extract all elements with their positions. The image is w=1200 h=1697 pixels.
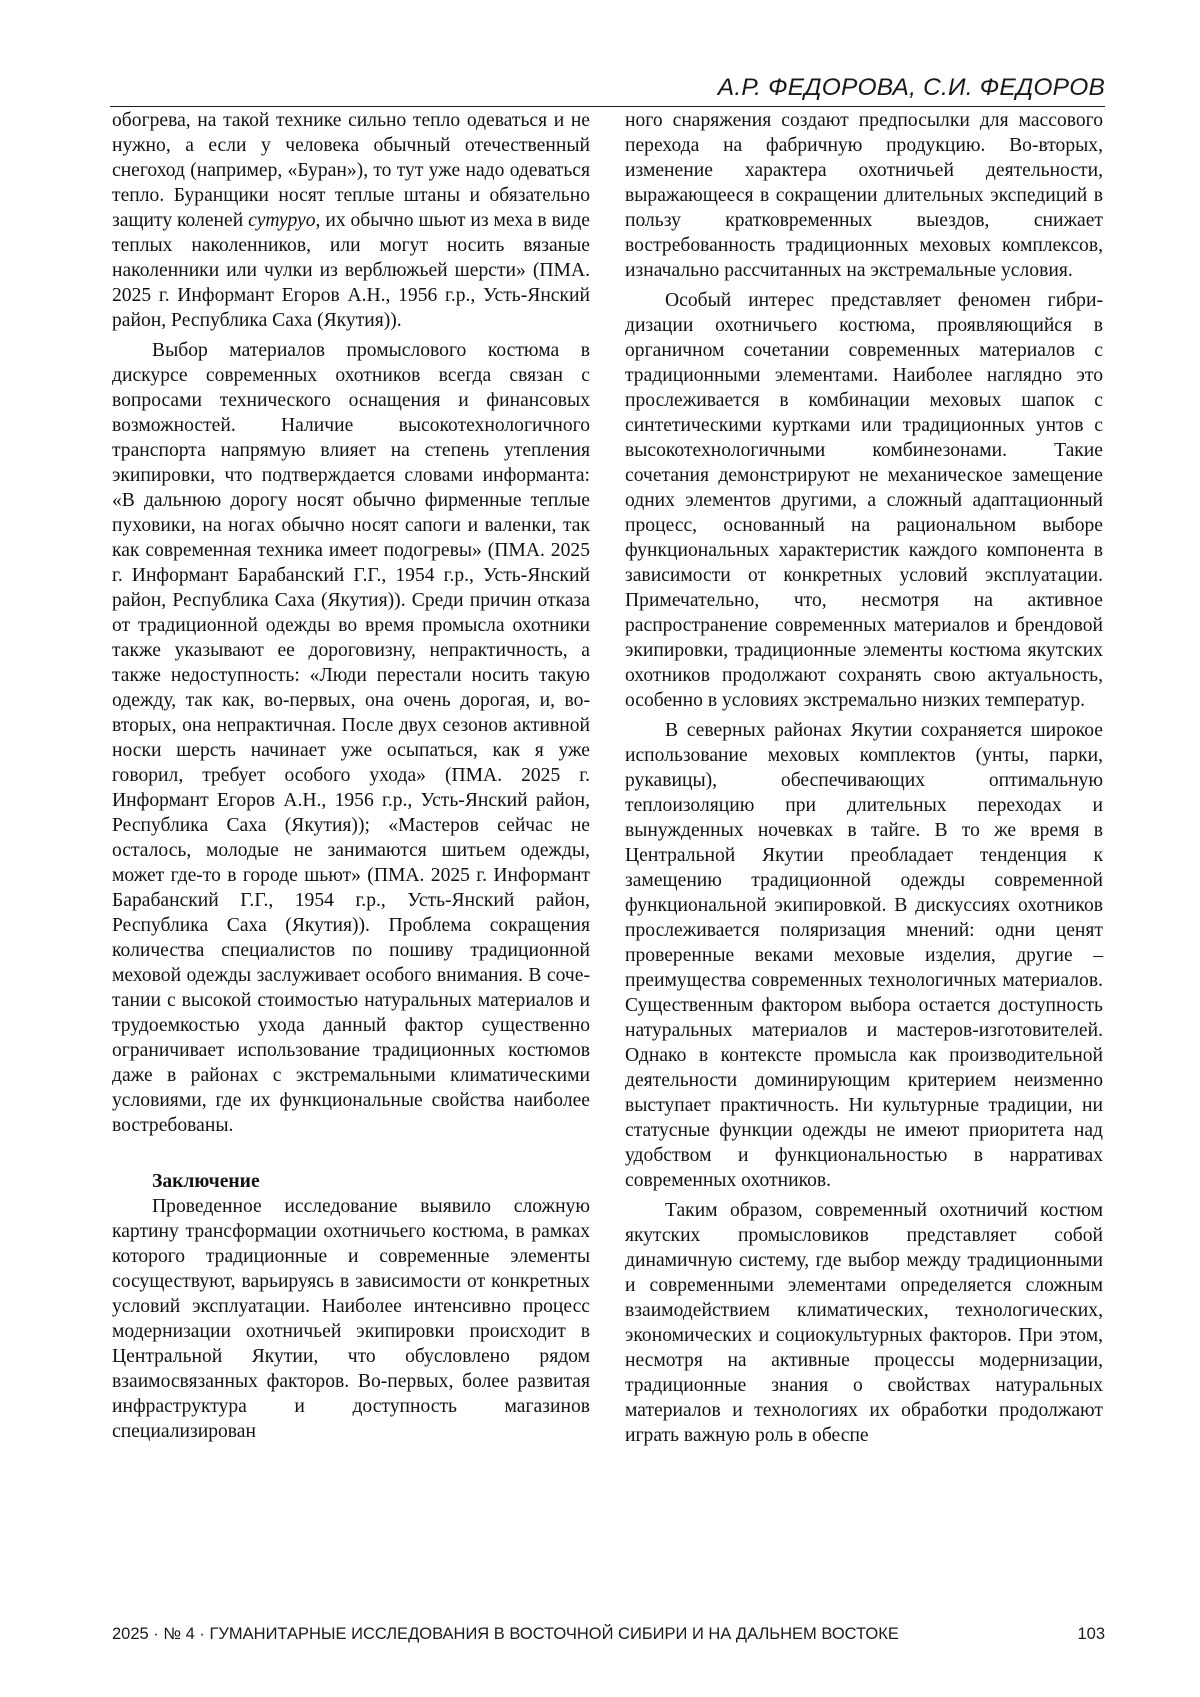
left-column bbox=[112, 108, 590, 1444]
page-number: 103 bbox=[1077, 1625, 1105, 1643]
running-head-authors: А.Р. ФЕДОРОВА, С.И. ФЕДОРОВ bbox=[717, 74, 1105, 101]
section-heading-conclusion: Заключение bbox=[152, 1171, 260, 1192]
right-column bbox=[625, 108, 1103, 1448]
paragraph: Проведенное исследование выявило сложную картину трансформации охотничьего костюма, в рамках которого традиционные и современные элементы сосуществуют, варьируясь в зависимости от конкретных условий эксплуатации. Наиболее интенсивно процесс модернизации охотничьей экипировки происходит в Центральной Якутии, что обусловлено рядом взаимосвязанных факторов. Во-первых, более развитая инфраструктура и доступность магазинов специализирован bbox=[112, 1196, 590, 1442]
paragraph-text: , их обычно шьют из меха в виде теплых наколенников, или могут носить вязаные наколенники или чулки из верблюжьей шерсти» (ПМА. 2025 г. Информант Егоров А.Н., 1956 г.р., Усть-Янский район, Республика Саха (Якутия)). bbox=[112, 210, 590, 331]
header-rule bbox=[110, 106, 1105, 107]
paragraph-continued: ного снаряжения создают предпосылки для массового перехода на фабричную продукцию. Во-вторых, изменение характера охотничьей деятельности, выражающееся в сокращении длительных экспедиций в пользу кратковременных выездов, снижает востребованность традиционных меховых комплексов, изначально рассчитанных на экстремальные условия. bbox=[625, 110, 1103, 281]
paragraph-continued bbox=[112, 108, 590, 333]
footer-journal-title: 2025 · № 4 · ГУМАНИТАРНЫЕ ИССЛЕДОВАНИЯ В ВОСТОЧНОЙ СИБИРИ И НА ДАЛЬНЕМ ВОСТОКЕ bbox=[112, 1625, 899, 1643]
paragraph: В северных районах Якутии сохраняется широкое использование меховых комплектов (унты, парки, рукавицы), обеспечивающих оптимальную теплоизоляцию при длительных переходах и вынужденных ночевках в тайге. В то же время в Центральной Якутии преобладает тенденция к замещению традиционной одежды современной функциональной экипировкой. В дискуссиях охотников прослеживается поляризация мнений: одни ценят проверенные веками меховые изделия, другие – преимущества современных технологичных материалов. Существенным фактором выбора остается доступность натуральных материалов и мастеров-изготовителей. Однако в контексте промысла как производительной деятельности доминирующим критерием неизменно выступает практичность. Ни культурные традиции, ни статусные функции одежды не имеют приоритета над удобством и функциональностью в нарративах современных охотников. bbox=[625, 720, 1103, 1191]
paragraph: Выбор материалов промыслового костюма в дискурсе современных охотников всегда связан с вопросами технического оснащения и финансовых возможностей. Наличие высокотехнологичного транспорта напрямую влияет на степень утепления экипировки, что подтверждается словами информанта: «В дальнюю дорогу носят обычно фирменные теплые пуховики, на ногах обычно носят сапоги и валенки, так как современная техника имеет подогревы» (ПМА. 2025 г. Информант Барабанский Г.Г., 1954 г.р., Усть-Янский район, Республика Саха (Якутия)). Среди причин отказа от традиционной одежды во время промысла охотники также указывают ее дороговизну, непрактичность, а также недоступность: «Люди перестали носить такую одежду, так как, во-первых, она очень дорогая, и, во-вторых, она непрактичная. После двух сезонов активной носки шерсть начинает уже осыпаться, как я уже говорил, требует особого ухода» (ПМА. 2025 г. Информант Егоров А.Н., 1956 г.р., Усть-Янский район, Республика Саха (Якутия)); «Мастеров сейчас не осталось, молодые не занимаются шитьем одежды, может где-то в городе шьют» (ПМА. 2025 г. Информант Барабанский Г.Г., 1954 г.р., Усть-Янский район, Республика Саха (Якутия)). Проблема сокращения количества специалистов по пошиву традиционной меховой одежды заслуживает особого внимания. В сочетании с высокой стоимостью натуральных материалов и трудоемкостью ухода данный фактор существенно ограничивает использование традиционных костюмов даже в районах с экстремальными климатическими условиями, где их функциональные свойства наиболее востребованы. bbox=[112, 340, 590, 1136]
paragraph: Таким образом, современный охотничий костюм якутских промысловиков представляет собой динамичную систему, где выбор между традиционными и современными элементами определяется сложным взаимодействием климатических, технологических, экономических и социокультурных факторов. При этом, несмотря на активные процессы модернизации, традиционные знания о свойствах натуральных материалов и технологиях их обработки продолжают играть важную роль в обеспе bbox=[625, 1200, 1103, 1446]
italic-term: сутуруо bbox=[248, 210, 316, 231]
paragraph-text: обогрева, на такой технике сильно тепло одеваться и не нужно, а если у человека обычный отечественный снегоход (например, «Буран»), то тут уже надо одеваться тепло. Буранщики носят теплые штаны и обязательно защиту коленей bbox=[112, 110, 590, 231]
paragraph: Особый интерес представляет феномен гибридизации охотничьего костюма, проявляющийся в органичном сочетании современных материалов с традиционными элементами. Наиболее наглядно это прослеживается в комбинации меховых шапок с синтетическими куртками или традиционных унтов с высокотехнологичными комбинезонами. Такие сочетания демонстрируют не механическое замещение одних элементов другими, а сложный адаптационный процесс, основанный на рациональном выборе функциональных характеристик каждого компонента в зависимости от конкретных условий эксплуатации. Примечательно, что, несмотря на активное распространение современных материалов и брендовой экипировки, традиционные элементы костюма якутских охотников продолжают сохранять свою актуальность, особенно в условиях экстремально низких температур. bbox=[625, 290, 1103, 711]
